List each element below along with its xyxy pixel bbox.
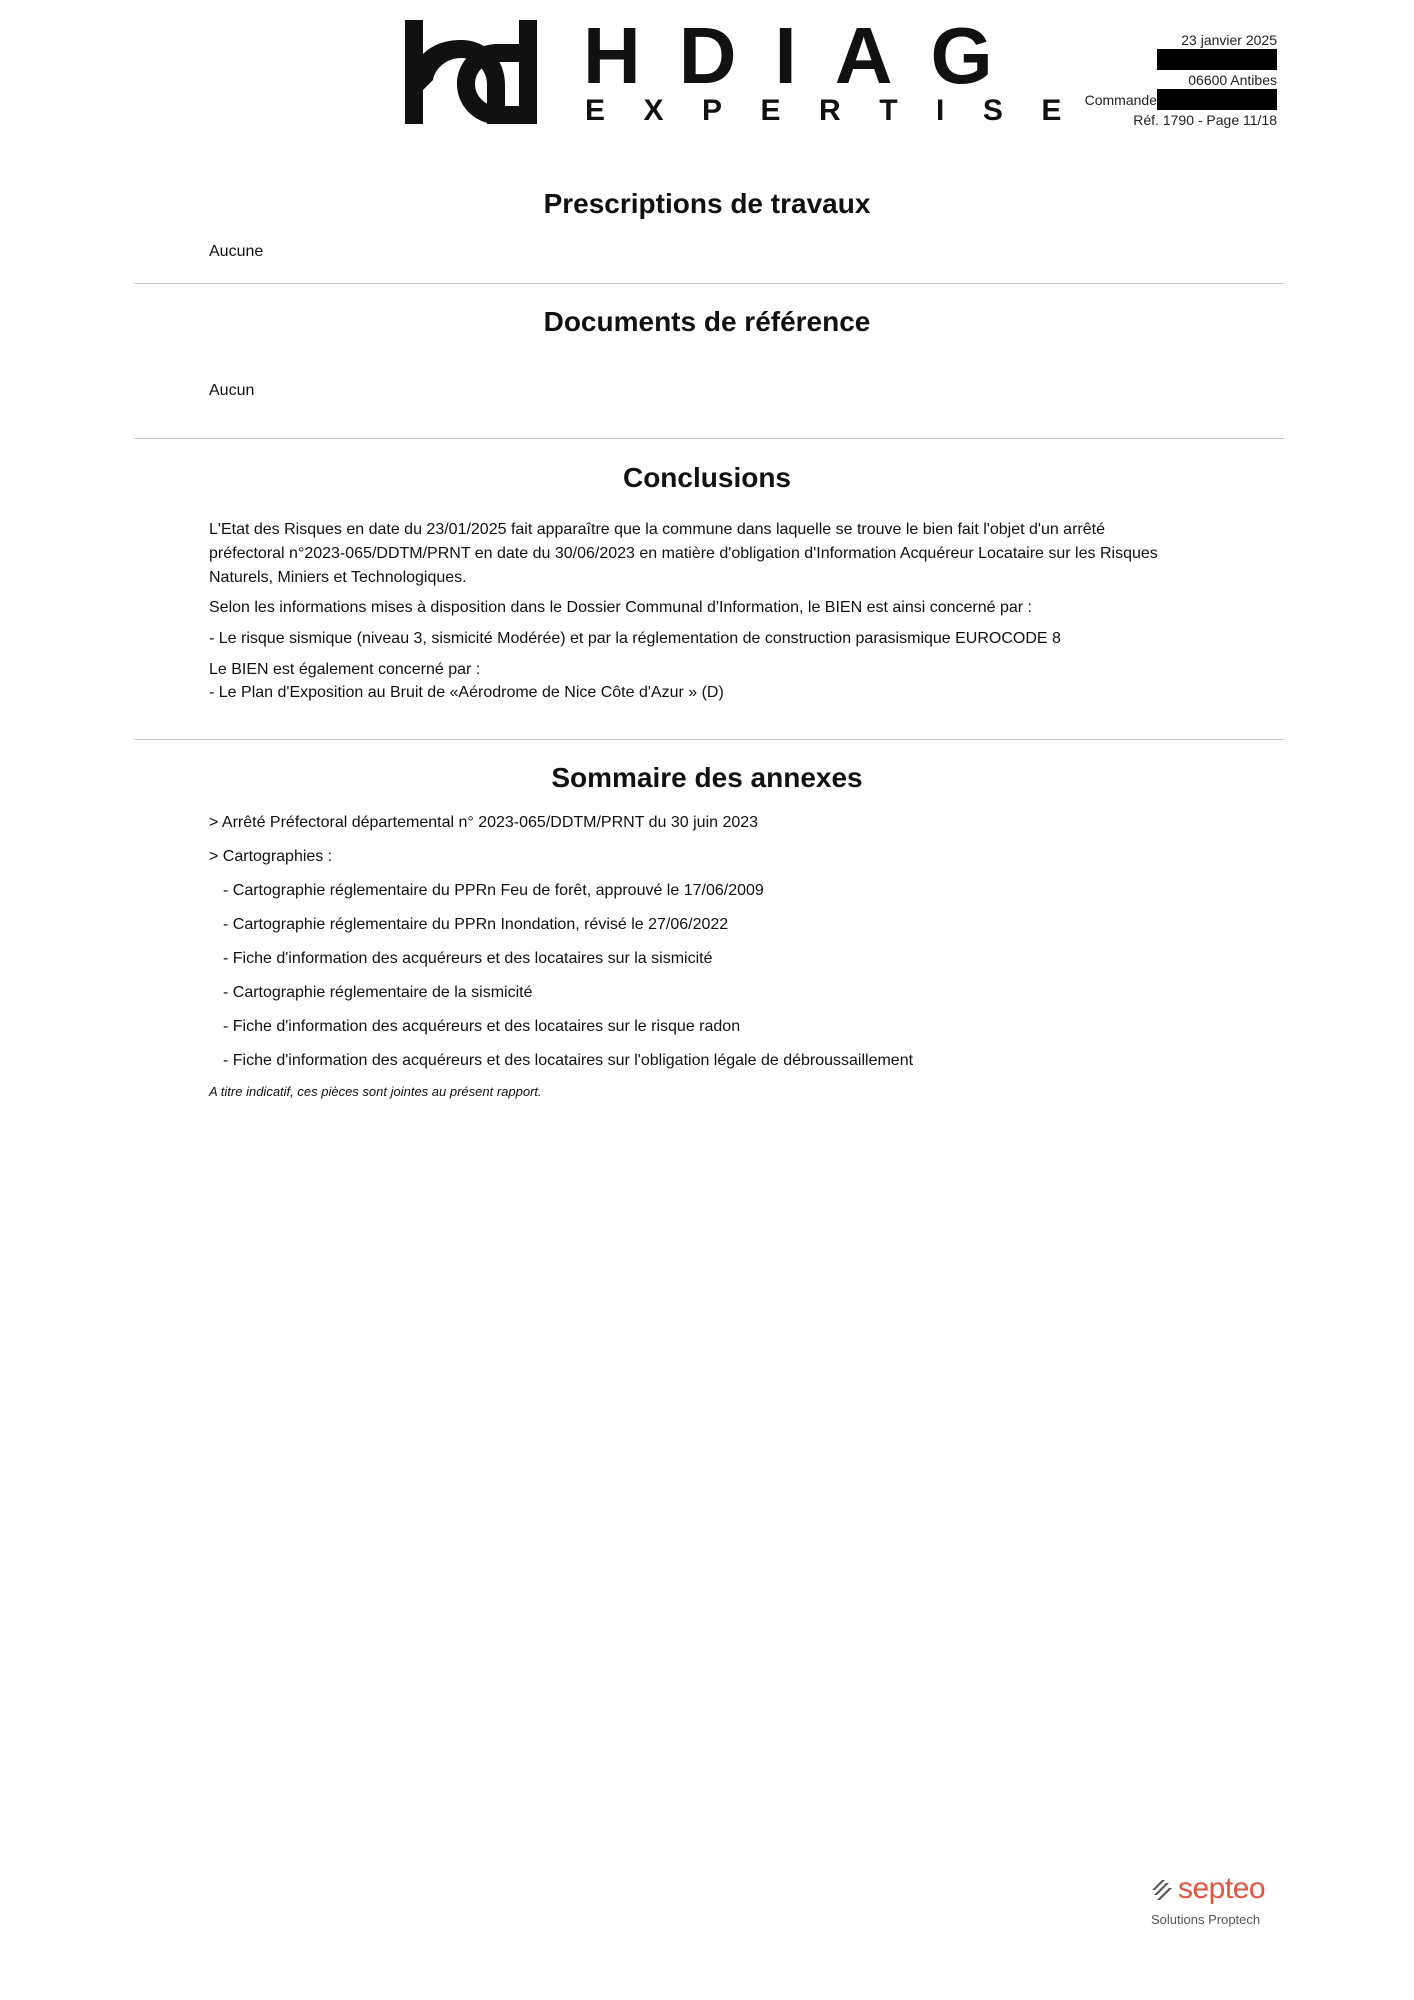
- divider: [134, 283, 1284, 284]
- divider: [134, 438, 1284, 439]
- section-title-documents: Documents de référence: [543, 306, 871, 337]
- annex-note: A titre indicatif, ces pièces sont jointes au présent rapport.: [209, 1084, 542, 1099]
- list-item: - Fiche d'information des acquéreurs et des locataires sur le risque radon: [223, 1018, 741, 1035]
- septeo-tagline: Solutions Proptech: [1151, 1912, 1261, 1927]
- annex-list: [209, 811, 1209, 1083]
- conclusions-paragraph: Selon les informations mises à disposition dans le Dossier Communal d'Information, le BIEN est ainsi concerné par :: [209, 599, 1032, 616]
- conclusions-paragraph: - Le Plan d'Exposition au Bruit de «Aérodrome de Nice Côte d'Azur » (D): [209, 684, 724, 701]
- document-date: 23 janvier 2025: [1181, 32, 1277, 48]
- list-item: - Fiche d'information des acquéreurs et des locataires sur la sismicité: [223, 950, 713, 967]
- list-item: - Cartographie réglementaire du PPRn Inondation, révisé le 27/06/2022: [223, 916, 729, 933]
- list-item: - Fiche d'information des acquéreurs et des locataires sur l'obligation légale de débroussaillement: [223, 1052, 914, 1069]
- redaction-bar: [1157, 89, 1277, 110]
- order-label: Commande: [1084, 92, 1157, 108]
- redaction-bar: [1157, 49, 1277, 70]
- conclusions-paragraph: - Le risque sismique (niveau 3, sismicité Modérée) et par la réglementation de construction parasismique EUROCODE 8: [209, 630, 1061, 647]
- hd-logo-icon: [395, 20, 545, 124]
- page-reference: Réf. 1790 - Page 11/18: [1133, 112, 1277, 128]
- client-city: 06600 Antibes: [1188, 72, 1277, 88]
- documents-text: Aucun: [209, 382, 255, 399]
- logo-wordmark-main: HDIAG: [583, 11, 1031, 100]
- conclusions-paragraph: Le BIEN est également concerné par :: [209, 661, 481, 678]
- header-info: [1037, 30, 1277, 130]
- septeo-brand: septeo: [1178, 1872, 1266, 1905]
- septeo-logo: [1148, 1872, 1278, 1936]
- divider: [134, 739, 1284, 740]
- list-item: - Cartographie réglementaire du PPRn Feu de forêt, approuvé le 17/06/2009: [223, 882, 764, 899]
- conclusions-paragraph: L'Etat des Risques en date du 23/01/2025 fait apparaître que la commune dans laquelle se trouve le bien fait l'objet d'un arrêté préfectoral n°2023-065/DDTM/PRNT en date du 30/06/2023 en matière d'obligation d'Information Acquéreur Locataire sur les Risques Naturels, Miniers et Technologiques.: [209, 521, 1158, 586]
- septeo-mark-icon: [1148, 1876, 1174, 1902]
- section-title-conclusions: Conclusions: [622, 462, 791, 493]
- prescriptions-text: Aucune: [209, 243, 264, 260]
- section-title-annexes: Sommaire des annexes: [551, 762, 863, 793]
- list-item: > Arrêté Préfectoral départemental n° 2023-065/DDTM/PRNT du 30 juin 2023: [209, 814, 759, 831]
- company-logo: [395, 11, 1100, 130]
- section-title-prescriptions: Prescriptions de travaux: [543, 188, 871, 219]
- list-item: - Cartographie réglementaire de la sismicité: [223, 984, 533, 1001]
- list-item: > Cartographies :: [209, 848, 333, 865]
- logo-wordmark-sub: EXPERTISE: [585, 94, 1100, 127]
